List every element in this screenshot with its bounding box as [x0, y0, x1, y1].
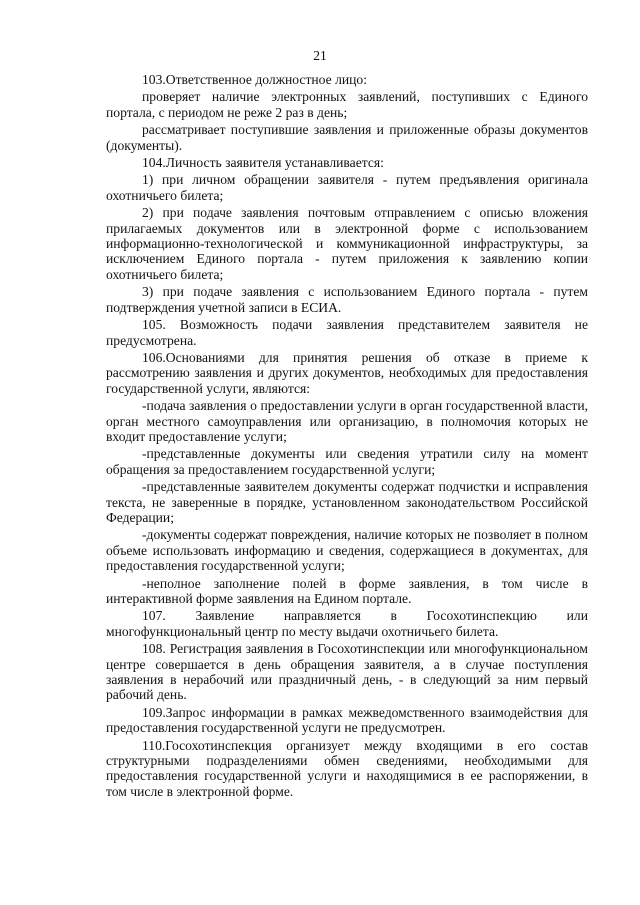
- paragraph-107: 107. Заявление направляется в Госохотинспекцию или многофункциональный центр по месту выдачи охотничьего билета.: [106, 608, 588, 639]
- paragraph-109: 109.Запрос информации в рамках межведомственного взаимодействия для предоставления государственной услуги не предусмотрен.: [106, 704, 588, 736]
- page-number: 21: [313, 48, 327, 63]
- paragraph-104-item-3: 3) при подаче заявления с использованием Единого портала - путем подтверждения учетной записи в ЕСИА.: [106, 284, 588, 315]
- paragraph-106: 106.Основаниями для принятия решения об отказе в приеме к рассмотрению заявления и других документов, необходимых для предоставления государственной услуги, являются:: [106, 349, 588, 396]
- paragraph-108: 108. Регистрация заявления в Госохотинспекции или многофункциональном центре совершается в день обращения заявителя, а в случае поступления заявления в нерабочий или праздничный день, - в следующий за ним первый рабочий день.: [106, 641, 588, 703]
- paragraph-106-item-1: -подача заявления о предоставлении услуги в орган государственной власти, орган местного самоуправления или организацию, в полномочия которых не входит предоставление услуги;: [106, 398, 588, 444]
- paragraph-106-item-2: -представленные документы или сведения утратили силу на момент обращения за предоставлением государственной услуги;: [106, 446, 588, 477]
- paragraph-106-item-4: -документы содержат повреждения, наличие которых не позволяет в полном объеме использовать информацию и сведения, содержащиеся в документах, для предоставления государственной услуги;: [106, 527, 588, 574]
- paragraph-106-item-5: -неполное заполнение полей в форме заявления, в том числе в интерактивной форме заявления на Едином портале.: [106, 575, 588, 606]
- paragraph-105: 105. Возможность подачи заявления представителем заявителя не предусмотрена.: [106, 317, 588, 348]
- paragraph-104-item-1: 1) при личном обращении заявителя - путем предъявления оригинала охотничьего билета;: [106, 172, 588, 203]
- document-body: [106, 72, 588, 801]
- paragraph-110: 110.Госохотинспекция организует между входящими в его состав структурными подразделениями обмен сведениями, необходимыми для предоставления государственной услуги и находящимися в ее распоряжении, в том числе в электронной форме.: [106, 737, 588, 799]
- paragraph-103-item-2: рассматривает поступившие заявления и приложенные образы документов (документы).: [106, 122, 588, 153]
- paragraph-104-item-2: 2) при подаче заявления почтовым отправлением с описью вложения прилагаемых документов или в электронной форме с использованием информационно-технологической и коммуникационной инфраструктуры, за исключением Единого портала - путем приложения к заявлению копии охотничьего билета;: [106, 205, 588, 282]
- paragraph-103-item-1: проверяет наличие электронных заявлений, поступивших с Единого портала, с периодом не реже 2 раз в день;: [106, 89, 588, 120]
- paragraph-104: 104.Личность заявителя устанавливается:: [142, 155, 384, 171]
- paragraph-106-item-3: -представленные заявителем документы содержат подчистки и исправления текста, не заверенные в порядке, установленном законодательством Российской Федерации;: [106, 479, 588, 525]
- paragraph-103: 103.Ответственное должностное лицо:: [142, 72, 367, 87]
